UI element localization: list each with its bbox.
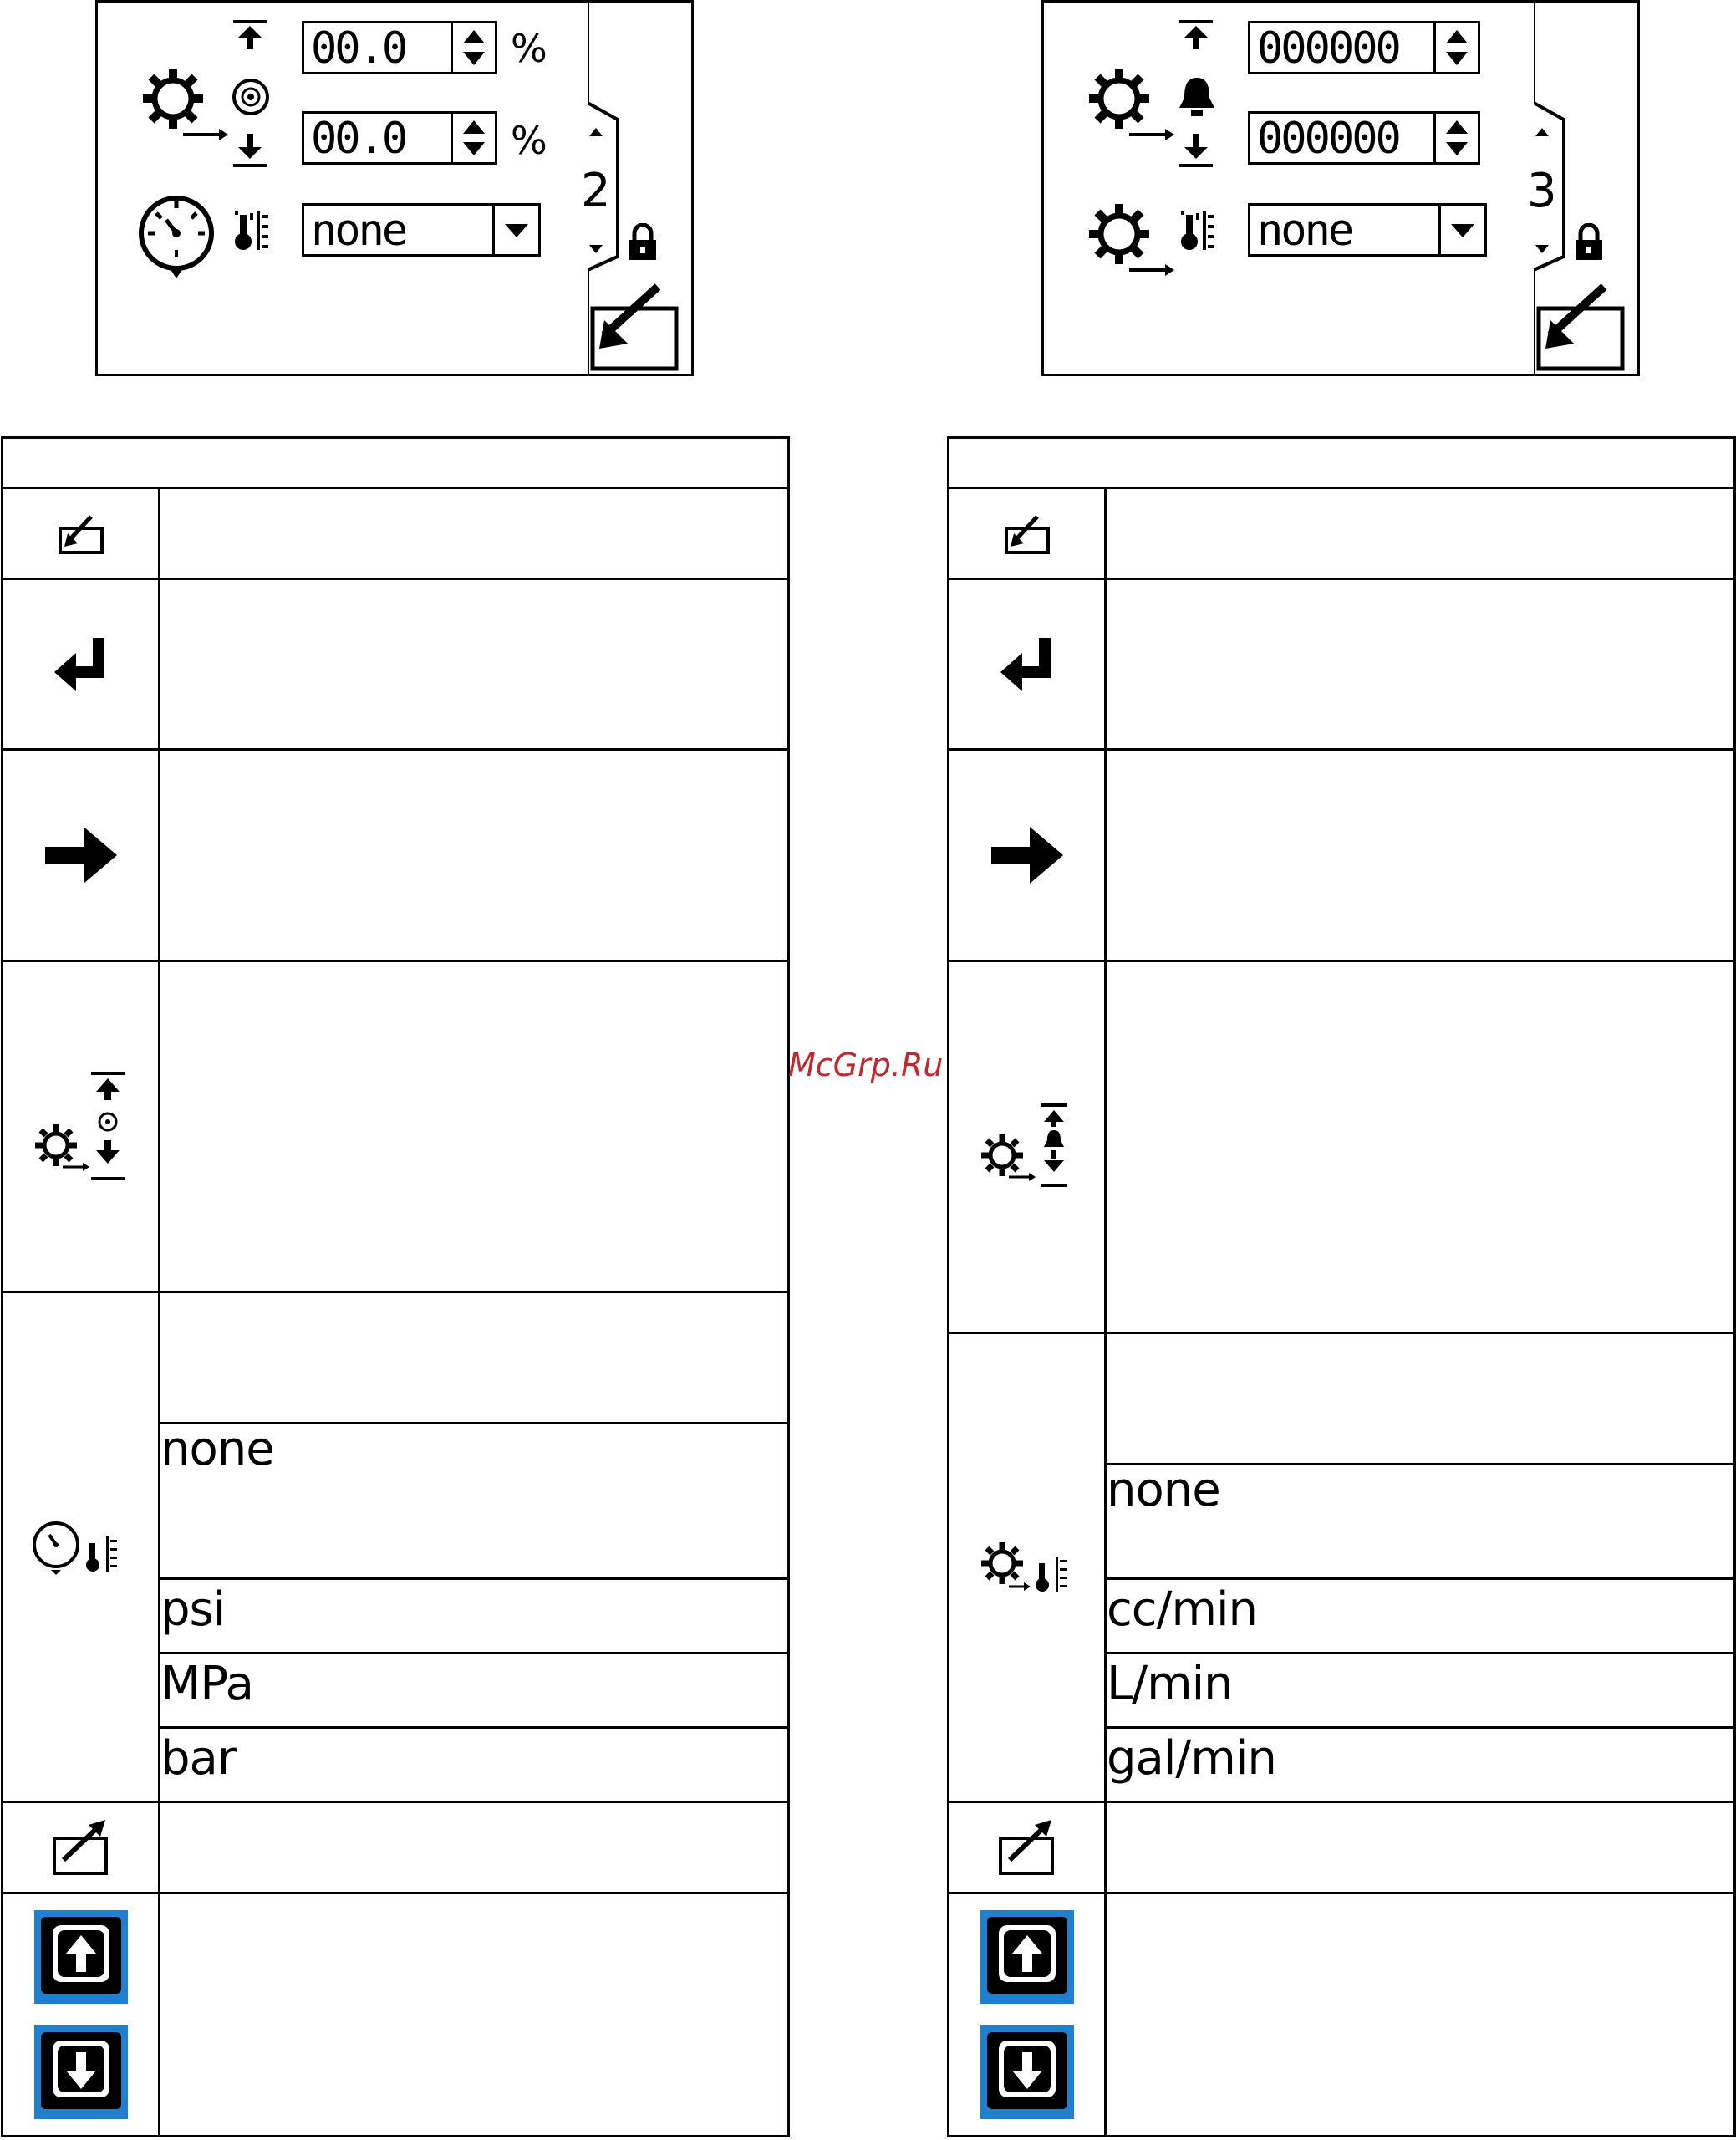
table-desc-cell bbox=[160, 961, 789, 1292]
screen-left bbox=[95, 0, 694, 376]
pressure-gauge-icon bbox=[136, 191, 220, 280]
down-key-icon[interactable] bbox=[34, 2025, 128, 2119]
unit-option: gal/min bbox=[1106, 1728, 1735, 1802]
unit-option: MPa bbox=[160, 1653, 789, 1728]
table-desc-cell bbox=[1106, 961, 1735, 1333]
unit-option: none bbox=[1106, 1465, 1735, 1579]
spinner[interactable] bbox=[1433, 114, 1478, 162]
flow-sensor-icon bbox=[977, 1538, 1077, 1597]
gear-arrow-icon bbox=[1086, 61, 1178, 145]
right-arrow-icon bbox=[43, 825, 119, 885]
enter-icon bbox=[997, 634, 1057, 695]
units-dropdown[interactable]: none bbox=[1248, 203, 1487, 257]
sensor-icon bbox=[1178, 208, 1219, 255]
table-icon-cell bbox=[3, 488, 160, 579]
enter-edit-icon bbox=[1004, 512, 1051, 555]
table-desc-cell bbox=[160, 1893, 789, 2137]
chevron-down-icon[interactable] bbox=[492, 206, 538, 254]
right-arrow-icon bbox=[990, 825, 1065, 885]
lower-value-field[interactable]: 000000 bbox=[1248, 111, 1480, 165]
table-desc-cell bbox=[160, 1802, 789, 1893]
page-number: 3 bbox=[1527, 164, 1557, 218]
lock-icon bbox=[1572, 223, 1606, 262]
watermark: McGrp.Ru bbox=[788, 1047, 944, 1083]
table-desc-cell bbox=[1106, 750, 1735, 961]
exit-edit-icon bbox=[998, 1818, 1056, 1877]
unit-option: L/min bbox=[1106, 1653, 1735, 1728]
up-key-icon[interactable] bbox=[34, 1910, 128, 2004]
upper-value-field[interactable]: 00.0 bbox=[302, 21, 497, 74]
unit-option: cc/min bbox=[1106, 1579, 1735, 1653]
enter-icon bbox=[51, 634, 111, 695]
table-desc-cell bbox=[160, 488, 789, 579]
upper-unit: % bbox=[511, 26, 547, 71]
upper-value-field[interactable]: 000000 bbox=[1248, 21, 1480, 74]
down-key-icon[interactable] bbox=[980, 2025, 1074, 2119]
table-desc-cell bbox=[1106, 488, 1735, 579]
table-desc-cell bbox=[1106, 579, 1735, 750]
lower-limit-icon bbox=[1178, 132, 1214, 169]
spinner[interactable] bbox=[451, 114, 495, 162]
gear-arrow-icon bbox=[140, 61, 232, 145]
target-icon bbox=[230, 76, 272, 118]
upper-limit-icon bbox=[1178, 19, 1214, 53]
pressure-sensor-icon bbox=[31, 1518, 131, 1577]
unit-option: psi bbox=[160, 1579, 789, 1653]
flow-alarm-limits-icon bbox=[977, 1102, 1077, 1192]
unit-option: bar bbox=[160, 1728, 789, 1802]
gear-arrow-icon bbox=[1086, 196, 1178, 280]
table-desc-cell bbox=[1106, 1802, 1735, 1893]
upper-limit-icon bbox=[232, 19, 268, 53]
spinner[interactable] bbox=[1433, 23, 1478, 72]
units-dropdown[interactable]: none bbox=[302, 203, 541, 257]
reference-table-left bbox=[1, 436, 790, 2137]
screen-right bbox=[1041, 0, 1640, 376]
table-desc-cell bbox=[160, 750, 789, 961]
exit-edit-icon bbox=[52, 1818, 110, 1877]
lower-unit: % bbox=[511, 118, 547, 163]
up-key-icon[interactable] bbox=[980, 1910, 1074, 2004]
sensor-icon bbox=[232, 208, 273, 255]
table-header bbox=[949, 438, 1735, 488]
spinner[interactable] bbox=[451, 23, 495, 72]
lower-value-field[interactable]: 00.0 bbox=[302, 111, 497, 165]
alarm-bell-icon bbox=[1176, 74, 1218, 120]
table-desc-cell bbox=[160, 579, 789, 750]
table-desc-cell bbox=[1106, 1893, 1735, 2137]
lower-limit-icon bbox=[232, 132, 268, 169]
chevron-down-icon[interactable] bbox=[1438, 206, 1484, 254]
flow-limits-icon bbox=[31, 1070, 131, 1184]
reference-table-right bbox=[947, 436, 1736, 2137]
table-desc-cell bbox=[1106, 1333, 1735, 1465]
page-number: 2 bbox=[581, 164, 611, 218]
table-header bbox=[3, 438, 789, 488]
lock-icon bbox=[626, 223, 659, 262]
table-desc-cell bbox=[160, 1292, 789, 1424]
unit-option: none bbox=[160, 1424, 789, 1579]
enter-edit-icon bbox=[58, 512, 104, 555]
